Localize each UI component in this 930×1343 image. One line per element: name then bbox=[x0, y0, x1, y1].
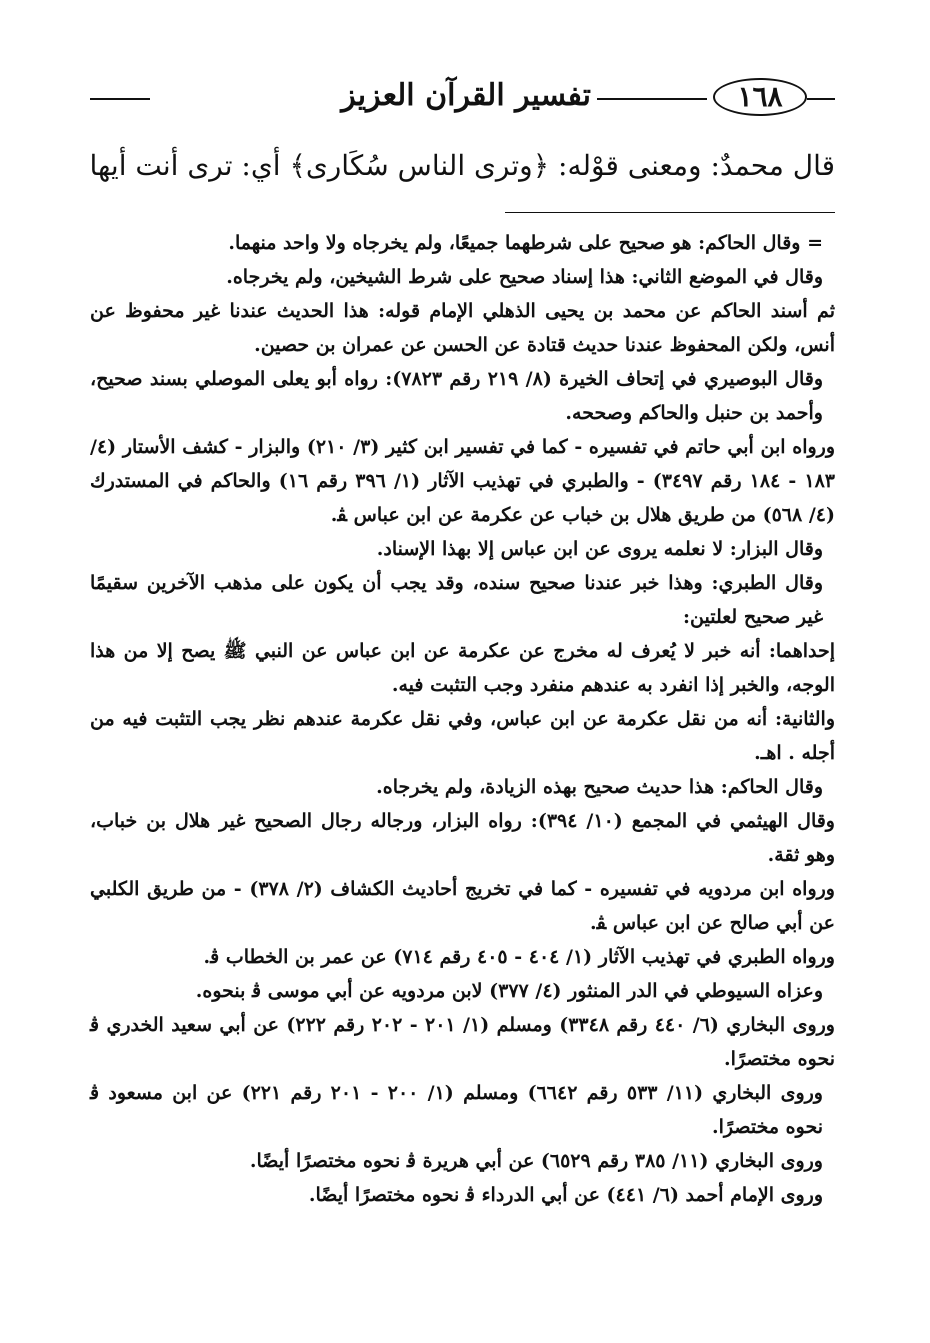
footnotes-block bbox=[90, 226, 835, 1212]
footnote-paragraph: = وقال الحاكم: هو صحيح على شرطهما جميعًا، ولم يخرجاه ولا واحد منهما. bbox=[228, 232, 823, 254]
page-header bbox=[90, 70, 835, 130]
footnote-paragraph: وقال الحاكم: هذا حديث صحيح بهذه الزيادة، ولم يخرجاه. bbox=[376, 776, 823, 798]
footnote-paragraph: وقال الطبري: وهذا خبر عندنا صحيح سنده، وقد يجب أن يكون على مذهب الآخرين سقيمًا غير صحيح لعلتين: bbox=[90, 572, 823, 628]
main-text-line: قال محمدٌ: ومعنى قوْله: ﴿وترى الناس سُكَارى﴾ أي: ترى أنت أيها bbox=[89, 149, 835, 182]
footnote-paragraph: وقال في الموضع الثاني: هذا إسناد صحيح على شرط الشيخين، ولم يخرجاه. bbox=[226, 266, 823, 288]
footnote-paragraph: وعزاه السيوطي في الدر المنثور (٤/ ٣٧٧) لابن مردويه عن أبي موسى ﭬ بنحوه. bbox=[195, 980, 823, 1002]
footnote-paragraph: إحداهما: أنه خبر لا يُعرف له مخرج عن عكرمة عن ابن عباس عن النبي ﷺ يصح إلا من هذا الوجه، والخبر إذا انفرد به عندهم منفرد وجب التثبت فيه. bbox=[90, 640, 835, 696]
footnote-paragraph: والثانية: أنه من نقل عكرمة عن ابن عباس، وفي نقل عكرمة عندهم نظر يجب التثبت فيه من أجله . اهـ. bbox=[90, 708, 835, 764]
footnote-paragraph: وروى البخاري (١١/ ٣٨٥ رقم ٦٥٢٩) عن أبي هريرة ﭬ نحوه مختصرًا أيضًا. bbox=[249, 1150, 823, 1172]
footnote-paragraph: ورواه الطبري في تهذيب الآثار (١/ ٤٠٤ - ٤٠٥ رقم ٧١٤) عن عمر بن الخطاب ﭬ. bbox=[203, 946, 835, 968]
running-title: تفسير القرآن العزيز bbox=[341, 78, 591, 113]
footnote-paragraph: وروى الإمام أحمد (٦/ ٤٤١) عن أبي الدرداء ﭬ نحوه مختصرًا أيضًا. bbox=[308, 1184, 823, 1206]
footnote-paragraph: وروى البخاري (١١/ ٥٣٣ رقم ٦٦٤٢) ومسلم (١/ ٢٠٠ - ٢٠١ رقم ٢٢١) عن ابن مسعود ﭬ نحوه مختصرًا. bbox=[90, 1082, 823, 1138]
header-rule-middle bbox=[597, 98, 707, 100]
book-page bbox=[90, 60, 835, 1260]
footnote-paragraph: ثم أسند الحاكم عن محمد بن يحيى الذهلي الإمام قوله: هذا الحديث عندنا غير محفوظ عن أنس، ولكن المحفوظ عندنا حديث قتادة عن الحسن عن عمران بن حصين. bbox=[90, 300, 835, 356]
header-rule-left bbox=[90, 98, 150, 100]
footnote-paragraph: ورواه ابن مردويه في تفسيره - كما في تخريج أحاديث الكشاف (٢/ ٣٧٨) - من طريق الكلبي عن أبي صالح عن ابن عباس ﭭ. bbox=[90, 878, 835, 934]
footnote-paragraph: وقال الهيثمي في المجمع (١٠/ ٣٩٤): رواه البزار، ورجاله رجال الصحيح غير هلال بن خباب، وهو ثقة. bbox=[90, 810, 835, 866]
page-number: ١٦٨ bbox=[713, 78, 807, 116]
footnote-paragraph: وروى البخاري (٦/ ٤٤٠ رقم ٣٣٤٨) ومسلم (١/ ٢٠١ - ٢٠٢ رقم ٢٢٢) عن أبي سعيد الخدري ﭬ نحوه مختصرًا. bbox=[90, 1014, 835, 1070]
footnote-separator bbox=[505, 212, 835, 213]
header-rule-right bbox=[807, 98, 835, 100]
footnote-paragraph: وقال البزار: لا نعلمه يروى عن ابن عباس إلا بهذا الإسناد. bbox=[376, 538, 823, 560]
footnote-paragraph: ورواه ابن أبي حاتم في تفسيره - كما في تفسير ابن كثير (٣/ ٢١٠) والبزار - كشف الأستار (٤/ ١٨٣ - ١٨٤ رقم ٣٤٩٧) - والطبري في تهذيب الآثار (١/ ٣٩٦ رقم ١٦) والحاكم في المستدرك (٤/ ٥٦٨) من طريق هلال بن خباب عن عكرمة عن ابن عباس ﭭ. bbox=[90, 436, 835, 526]
footnote-paragraph: وقال البوصيري في إتحاف الخيرة (٨/ ٢١٩ رقم ٧٨٢٣): رواه أبو يعلى الموصلي بسند صحيح، وأحمد بن حنبل والحاكم وصححه. bbox=[90, 368, 823, 424]
